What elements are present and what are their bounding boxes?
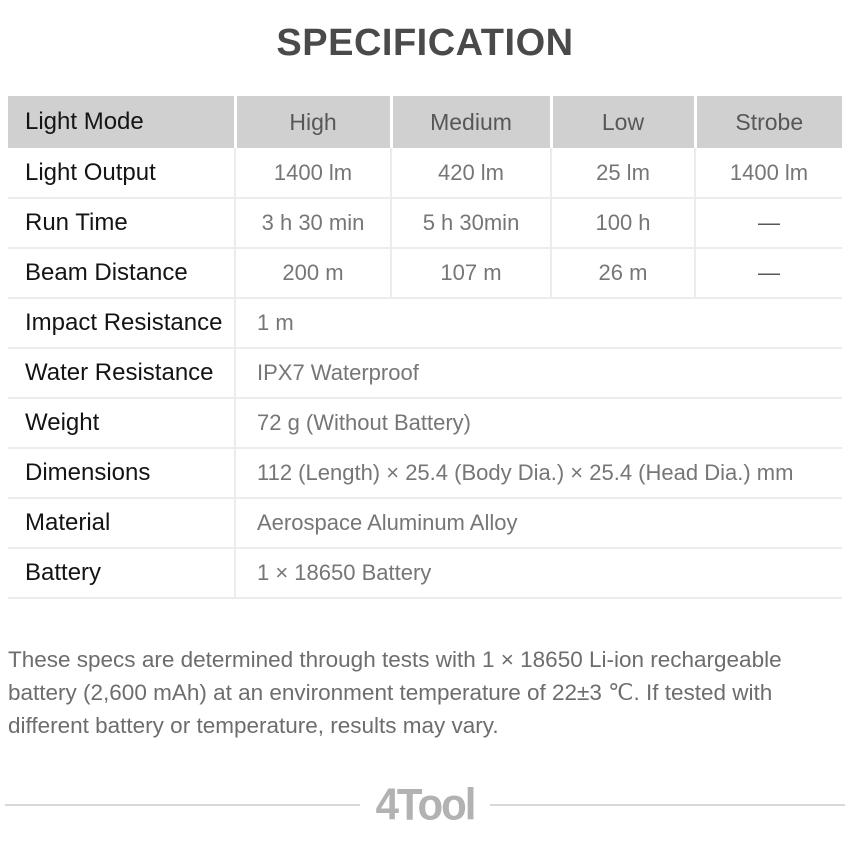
divider-line-left <box>5 804 360 806</box>
cell-value: 1400 lm <box>695 148 842 198</box>
row-label: Run Time <box>8 198 235 248</box>
row-beam-distance <box>8 248 842 298</box>
cell-value-dash: — <box>695 248 842 298</box>
row-label: Weight <box>8 398 235 448</box>
cell-value: 25 lm <box>551 148 695 198</box>
brand-footer <box>0 779 850 830</box>
row-dimensions <box>8 448 842 498</box>
row-label: Water Resistance <box>8 348 235 398</box>
header-high: High <box>235 96 391 148</box>
row-label: Material <box>8 498 235 548</box>
table-header-row <box>8 96 842 148</box>
header-medium: Medium <box>391 96 551 148</box>
row-light-output <box>8 148 842 198</box>
specification-table <box>8 96 842 599</box>
cell-value: 1 m <box>235 298 842 348</box>
row-material <box>8 498 842 548</box>
row-label: Dimensions <box>8 448 235 498</box>
header-strobe: Strobe <box>695 96 842 148</box>
row-label: Light Output <box>8 148 235 198</box>
footnote-line: battery (2,600 mAh) at an environment temperature of 22±3 ℃. If tested with <box>8 680 773 705</box>
cell-value: 100 h <box>551 198 695 248</box>
row-run-time <box>8 198 842 248</box>
cell-value: 3 h 30 min <box>235 198 391 248</box>
cell-value: 112 (Length) × 25.4 (Body Dia.) × 25.4 (Head Dia.) mm <box>235 448 842 498</box>
cell-value: 420 lm <box>391 148 551 198</box>
cell-value: 5 h 30min <box>391 198 551 248</box>
page-title: SPECIFICATION <box>276 22 574 64</box>
cell-value: 107 m <box>391 248 551 298</box>
footnote <box>8 643 842 742</box>
row-impact-resistance <box>8 298 842 348</box>
brand-logo: 4Tool <box>375 779 475 830</box>
row-label: Impact Resistance <box>8 298 235 348</box>
header-low: Low <box>551 96 695 148</box>
divider-line-right <box>490 804 845 806</box>
row-label: Battery <box>8 548 235 598</box>
cell-value: 26 m <box>551 248 695 298</box>
row-water-resistance <box>8 348 842 398</box>
row-label: Beam Distance <box>8 248 235 298</box>
cell-value: 1 × 18650 Battery <box>235 548 842 598</box>
footnote-line: different battery or temperature, results may vary. <box>8 713 499 738</box>
footnote-line: These specs are determined through tests with 1 × 18650 Li-ion rechargeable <box>8 647 782 672</box>
cell-value: Aerospace Aluminum Alloy <box>235 498 842 548</box>
cell-value: 1400 lm <box>235 148 391 198</box>
cell-value: 72 g (Without Battery) <box>235 398 842 448</box>
row-battery <box>8 548 842 598</box>
cell-value-dash: — <box>695 198 842 248</box>
cell-value: 200 m <box>235 248 391 298</box>
row-weight <box>8 398 842 448</box>
header-light-mode: Light Mode <box>8 96 235 148</box>
cell-value: IPX7 Waterproof <box>235 348 842 398</box>
